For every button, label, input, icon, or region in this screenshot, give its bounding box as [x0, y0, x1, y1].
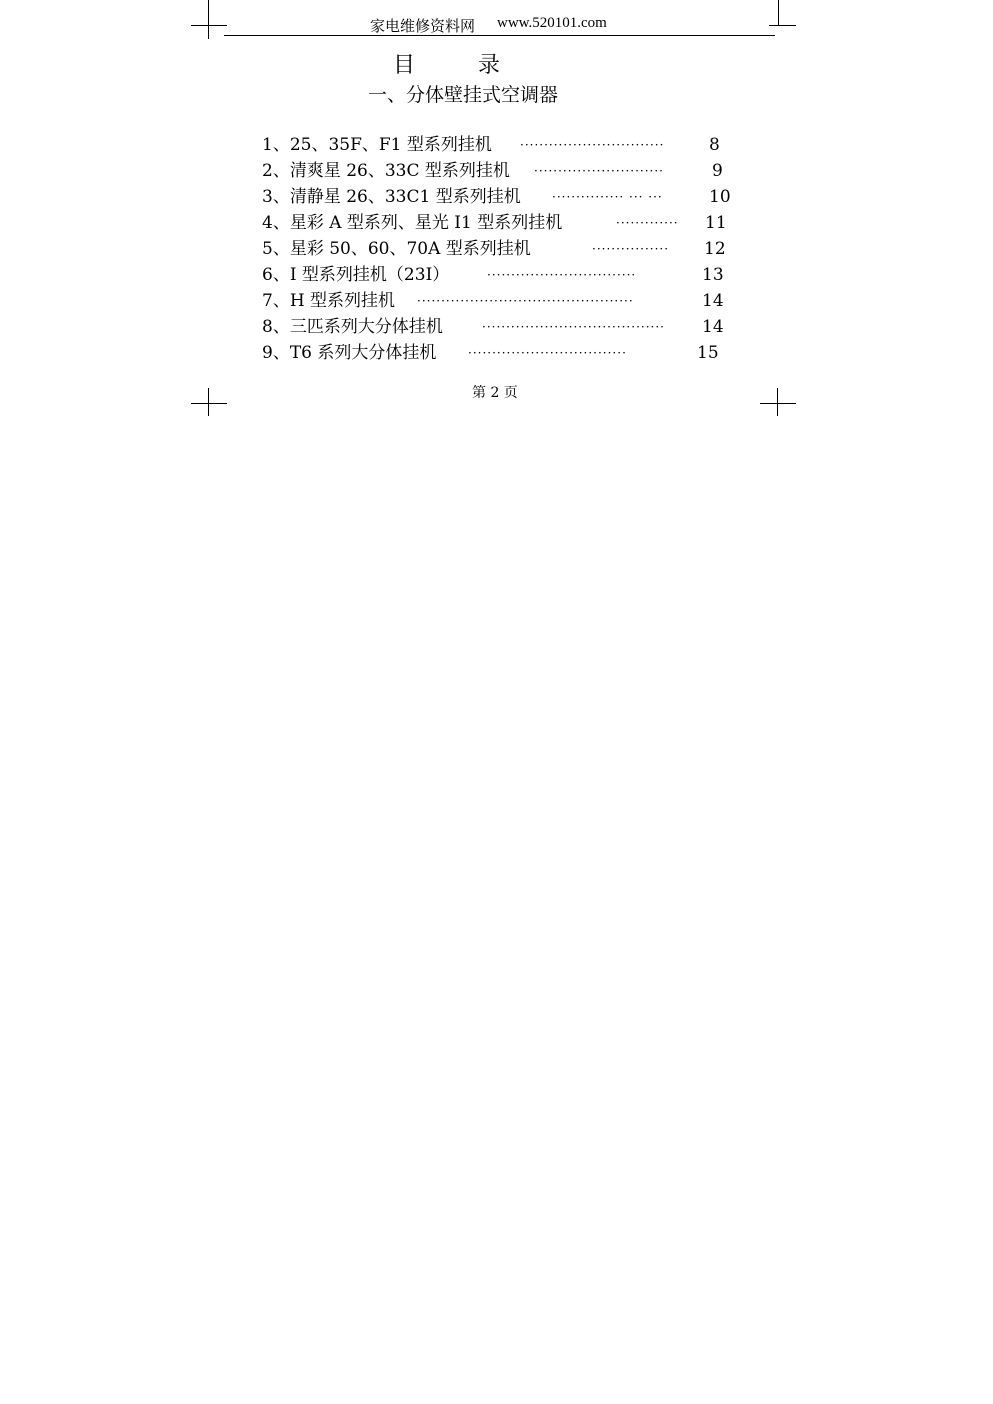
toc-entry: [262, 288, 732, 314]
toc-entry-page: 14: [702, 291, 724, 311]
toc-entry-leader: ···························: [534, 164, 664, 178]
toc-entry-page: 10: [709, 187, 731, 207]
toc-entry: [262, 236, 732, 262]
toc-entry: [262, 158, 732, 184]
crop-mark-bottom-right-v: [777, 388, 778, 416]
toc-entry-label: 5、星彩 50、60、70A 型系列挂机: [262, 239, 531, 259]
toc-entry: [262, 340, 732, 366]
section-title: 一、分体壁挂式空调器: [368, 84, 559, 106]
toc-entry-page: 14: [702, 317, 724, 337]
toc-entry-label: 2、清爽星 26、33C 型系列挂机: [262, 161, 510, 181]
toc-entry-page: 15: [697, 343, 719, 363]
crop-mark-bottom-left-h: [191, 403, 227, 404]
toc-entry: [262, 262, 732, 288]
toc-entry: [262, 314, 732, 340]
toc-entry-page: 9: [712, 161, 723, 181]
toc-entry-leader: ·············: [616, 216, 679, 230]
toc-entry-leader: ·······························: [487, 268, 637, 282]
toc-entry-page: 8: [709, 135, 720, 155]
crop-mark-bottom-right-h: [760, 403, 796, 404]
crop-mark-bottom-left-v: [208, 388, 209, 416]
toc-entry-leader: ·············································: [417, 294, 634, 308]
toc-entry-page: 13: [702, 265, 724, 285]
header-rule: [224, 35, 775, 36]
toc-entry-label: 9、T6 系列大分体挂机: [262, 343, 437, 363]
toc-entry-leader: ·································: [468, 346, 627, 360]
toc-entry-label: 1、25、35F、F1 型系列挂机: [262, 135, 492, 155]
toc-entry-leader: ················: [592, 242, 670, 256]
toc-entry: [262, 132, 732, 158]
header-url: www.520101.com: [497, 15, 607, 31]
toc-entry-leader: ······························: [520, 138, 665, 152]
crop-mark-top-left-v: [208, 0, 209, 39]
page-number: 第 2 页: [472, 385, 518, 401]
crop-mark-top-left-h: [191, 25, 227, 26]
crop-mark-top-right-v: [778, 0, 779, 26]
toc-entry-label: 6、I 型系列挂机（23I）: [262, 265, 450, 285]
toc-entry: [262, 184, 732, 210]
toc-entry-page: 11: [705, 213, 727, 233]
crop-mark-top-right-h: [769, 25, 796, 26]
toc-entry-leader: ··············· ··· ···: [552, 190, 663, 204]
toc-entry-label: 4、星彩 A 型系列、星光 I1 型系列挂机: [262, 213, 563, 233]
header-site-name: 家电维修资料网: [370, 17, 476, 35]
toc-entry: [262, 210, 732, 236]
toc-entry-leader: ······································: [482, 320, 665, 334]
toc-entry-page: 12: [704, 239, 726, 259]
toc-entry-label: 7、H 型系列挂机: [262, 291, 396, 311]
toc-entry-label: 3、清静星 26、33C1 型系列挂机: [262, 187, 521, 207]
toc-title: 目 录: [393, 53, 528, 78]
toc-entry-label: 8、三匹系列大分体挂机: [262, 317, 443, 337]
